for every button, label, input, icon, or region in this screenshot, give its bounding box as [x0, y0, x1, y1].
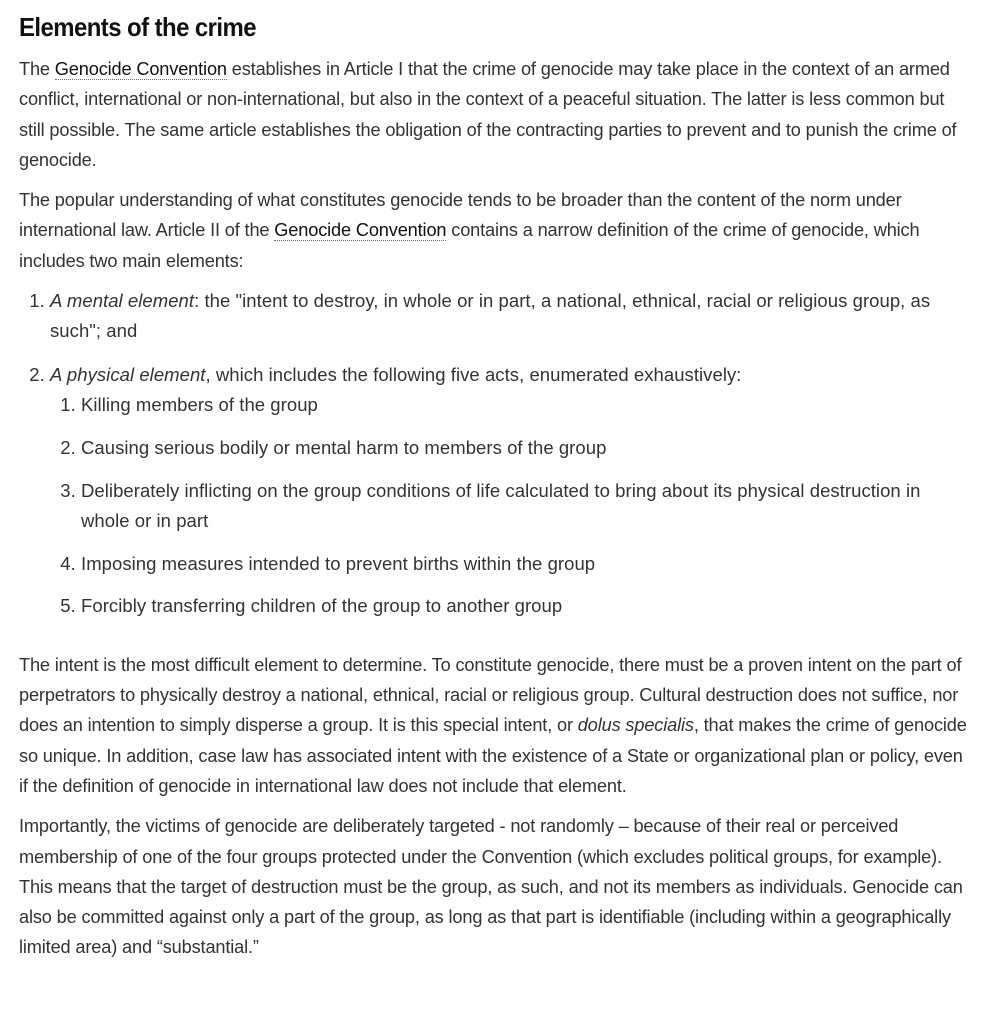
- spacer: [19, 635, 968, 650]
- paragraph-intro: [19, 54, 968, 175]
- element-text: , which includes the following five acts, enumerated exhaustively:: [205, 363, 742, 385]
- latin-term: dolus specialis: [577, 715, 694, 736]
- element-term: A mental element: [50, 290, 195, 312]
- paragraph-definition: [19, 185, 968, 276]
- genocide-convention-link[interactable]: Genocide Convention: [274, 220, 447, 241]
- acts-list: [50, 390, 968, 622]
- paragraph-text: The: [19, 59, 55, 79]
- paragraph-text: The popular understanding of what constitutes genocide tends to be broader than the content of the norm under international law. Article II of the: [19, 190, 902, 241]
- list-item: 4. Imposing measures intended to prevent births within the group: [81, 549, 968, 579]
- paragraph-text: The intent is the most difficult element to determine. To constitute genocide, there must be a proven intent on the part of perpetrators to physically destroy a national, ethnical, racial or religious group. Cultural destruction does not suffice, nor does an intention to simply disperse a group. It is this special intent, or: [19, 654, 962, 736]
- genocide-convention-link[interactable]: Genocide Convention: [54, 59, 227, 79]
- list-item: 5. Forcibly transferring children of the group to another group: [81, 591, 968, 621]
- paragraph-victims: Importantly, the victims of genocide are deliberately targeted - not randomly – because of their real or perceived membership of one of the four groups protected under the Convention (which excludes political groups, for example). This means that the target of destruction must be the group, as such, and not its members as individuals. Genocide can also be committed against only a part of the group, as long as that part is identifiable (including within a geographically limited area) and “substantial.”: [19, 816, 963, 958]
- list-item-physical-element: [50, 360, 968, 622]
- paragraph-intent: [19, 650, 968, 801]
- list-item: 1. Killing members of the group: [81, 390, 968, 420]
- list-item: 3. Deliberately inflicting on the group conditions of life calculated to bring about its physical destruction in whole or in part: [81, 476, 968, 537]
- list-item: 2. Causing serious bodily or mental harm to members of the group: [81, 433, 968, 463]
- list-item-mental-element: [50, 286, 968, 347]
- element-term: A physical element: [50, 363, 206, 385]
- section-title: Elements of the crime: [19, 12, 257, 42]
- paragraph-text: contains a narrow definition of the crime of genocide, which includes two main elements:: [19, 220, 920, 271]
- paragraph-text: , that makes the crime of genocide so unique. In addition, case law has associated intent with the existence of a State or organizational plan or policy, even if the definition of genocide in international law does not include that element.: [19, 715, 967, 796]
- paragraph-text: establishes in Article I that the crime of genocide may take place in the context of an armed conflict, international or non-international, but also in the context of a peaceful situation. The latter is less common but still possible. The same article establishes the obligation of the contracting parties to prevent and to punish the crime of genocide.: [19, 59, 957, 170]
- element-text: : the "intent to destroy, in whole or in part, a national, ethnical, racial or religious group, as such"; and: [50, 290, 931, 342]
- elements-list: [19, 286, 968, 622]
